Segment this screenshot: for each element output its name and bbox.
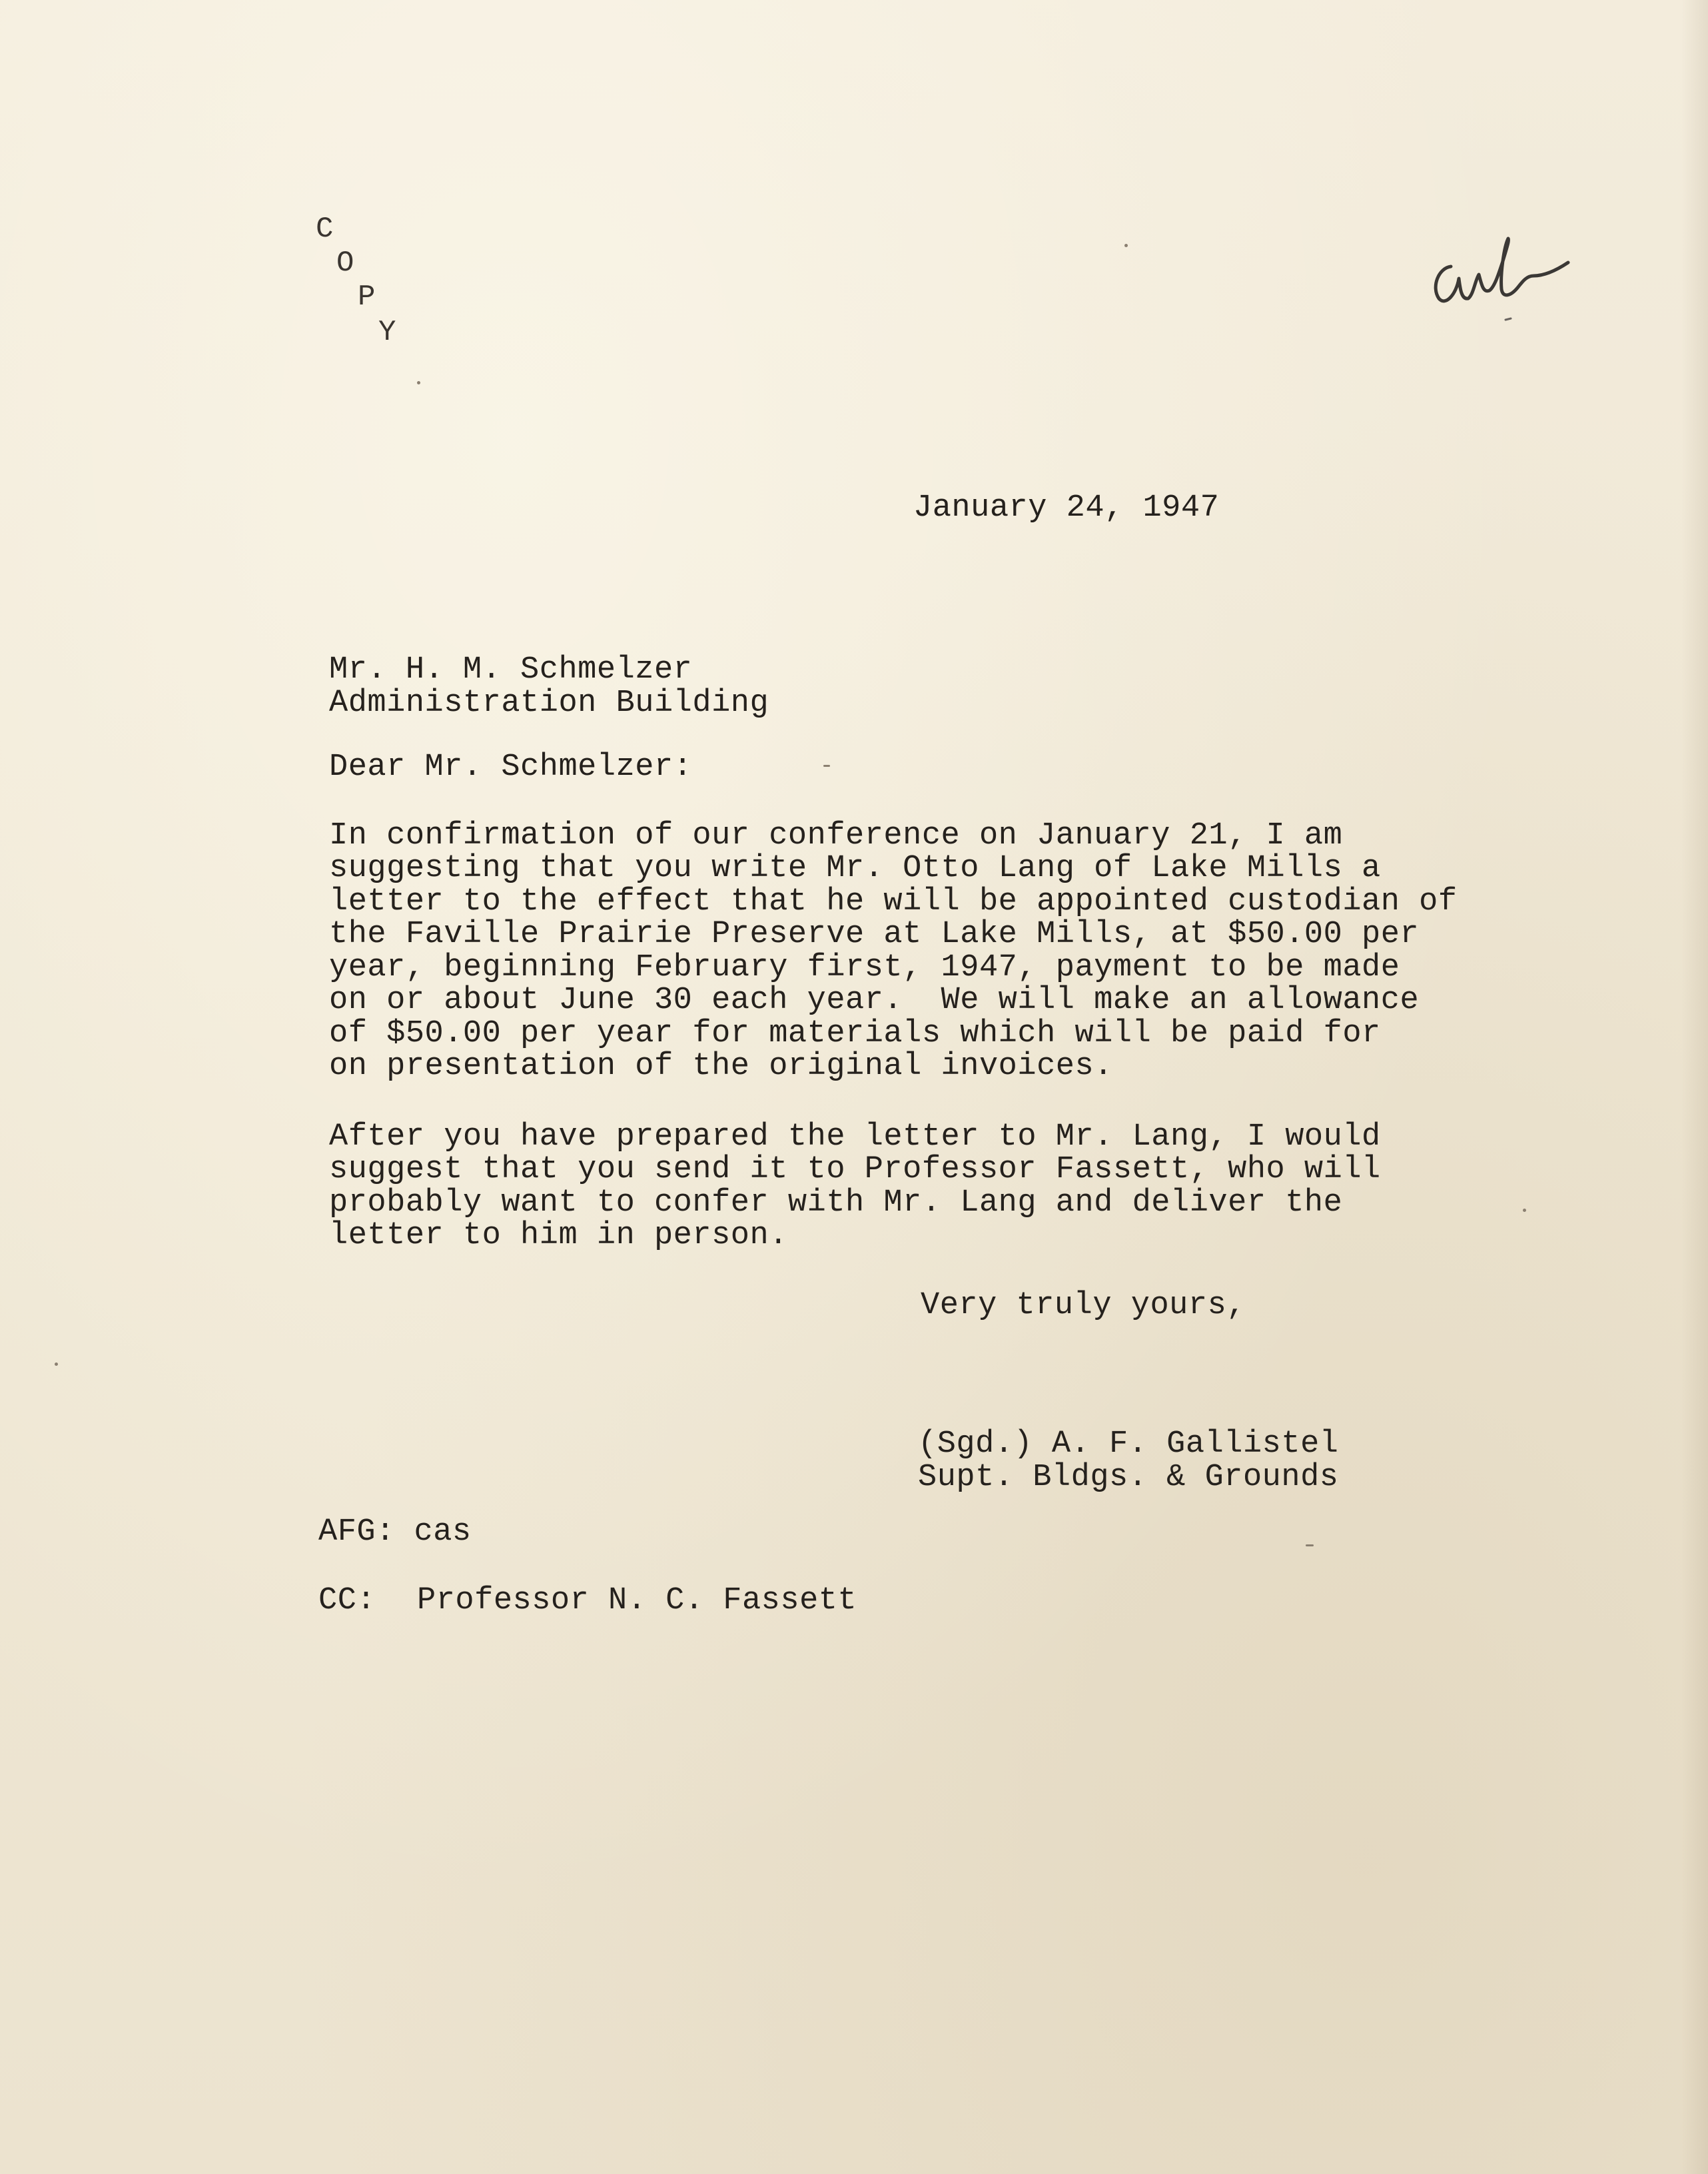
signature-title: Supt. Bldgs. & Grounds	[918, 1460, 1339, 1495]
paragraph-line: In confirmation of our conference on January 21, I am	[329, 818, 1343, 853]
paragraph-line: on or about June 30 each year. We will make an allowance	[329, 983, 1420, 1018]
salutation: Dear Mr. Schmelzer:	[329, 750, 693, 785]
paragraph-line: letter to the effect that he will be appointed custodian of	[329, 884, 1458, 919]
copy-letter-o: O	[336, 247, 354, 280]
paper-speck	[417, 381, 420, 384]
paragraph-line: suggesting that you write Mr. Otto Lang of Lake Mills a	[329, 851, 1381, 886]
cc-recipient: Professor N. C. Fassett	[417, 1583, 857, 1618]
handwritten-initials	[1426, 220, 1585, 326]
closing: Very truly yours,	[921, 1288, 1246, 1323]
page-edge-shadow	[1681, 0, 1708, 2174]
paper-speck	[1124, 244, 1128, 247]
recipient-address: Administration Building	[329, 686, 769, 721]
copy-letter-y: Y	[378, 316, 396, 349]
signature-name: (Sgd.) A. F. Gallistel	[918, 1426, 1339, 1462]
paragraph-line: on presentation of the original invoices.	[329, 1049, 1113, 1084]
paragraph-line: of $50.00 per year for materials which will be paid for	[329, 1016, 1381, 1051]
paragraph-line: the Faville Prairie Preserve at Lake Mills, at $50.00 per	[329, 917, 1420, 952]
reference-initials: AFG: cas	[318, 1514, 472, 1550]
copy-letter-c: C	[316, 213, 334, 246]
paper-speck	[823, 765, 830, 767]
paper-speck	[55, 1362, 58, 1366]
paragraph-line: After you have prepared the letter to Mr. Lang, I would	[329, 1119, 1381, 1155]
paragraph-line: probably want to confer with Mr. Lang and deliver the	[329, 1185, 1343, 1221]
letter-date: January 24, 1947	[913, 490, 1220, 526]
copy-letter-p: P	[358, 280, 376, 314]
recipient-name: Mr. H. M. Schmelzer	[329, 652, 693, 688]
paragraph-line: year, beginning February first, 1947, payment to be made	[329, 950, 1400, 985]
paper-speck	[1306, 1544, 1314, 1546]
paragraph-line: letter to him in person.	[329, 1218, 788, 1253]
paragraph-line: suggest that you send it to Professor Fassett, who will	[329, 1152, 1381, 1187]
cc-label: CC:	[318, 1583, 376, 1618]
paper-speck	[1523, 1209, 1526, 1212]
